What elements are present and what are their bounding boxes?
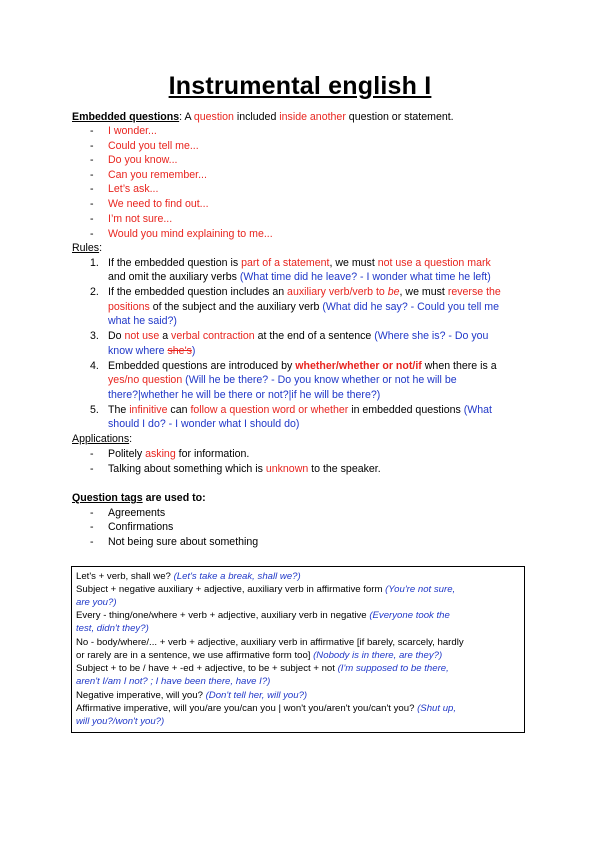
list-item: Would you mind explaining to me... xyxy=(108,228,273,240)
list-bullet: - xyxy=(90,183,94,195)
box-line: Every - thing/one/where + verb + adjective, auxiliary verb in negative (Everyone took the xyxy=(76,610,450,621)
box-line: Subject + negative auxiliary + adjective, auxiliary verb in affirmative form (You're not sure, xyxy=(76,584,456,595)
embedded-definition: Embedded questions: A question included inside another question or statement. xyxy=(72,111,454,123)
rule-number: 4. xyxy=(90,360,99,372)
rule-2-line-3: what he said?) xyxy=(108,315,177,327)
list-bullet: - xyxy=(90,140,94,152)
rule-number: 3. xyxy=(90,330,99,342)
box-line: will you?/won't you?) xyxy=(76,716,165,727)
list-bullet: - xyxy=(90,463,94,475)
rule-2-line-1: If the embedded question includes an auxiliary verb/verb to be, we must reverse the xyxy=(108,286,501,298)
box-line: are you?) xyxy=(76,597,117,608)
list-item: Agreements xyxy=(108,507,166,519)
list-bullet: - xyxy=(90,536,94,548)
list-item: Do you know... xyxy=(108,154,178,166)
list-item: I wonder... xyxy=(108,125,157,137)
question-tags-heading-line: Question tags are used to: xyxy=(72,492,206,504)
box-line: No - body/where/... + verb + adjective, auxiliary verb in affirmative [if barely, scarcely, hardly xyxy=(76,637,464,648)
list-bullet: - xyxy=(90,154,94,166)
list-bullet: - xyxy=(90,507,94,519)
box-line: or rarely are in a sentence, we use affirmative form too] (Nobody is in there, are they?) xyxy=(76,650,443,661)
rule-number: 5. xyxy=(90,404,99,416)
rule-5-line-2: should I do? - I wonder what I should do) xyxy=(108,418,300,430)
list-bullet: - xyxy=(90,228,94,240)
list-bullet: - xyxy=(90,521,94,533)
list-item: Could you tell me... xyxy=(108,140,199,152)
box-line: aren't I/am I not? ; I have been there, have I?) xyxy=(76,676,271,687)
rule-5-line-1: The infinitive can follow a question word or whether in embedded questions (What xyxy=(108,404,492,416)
rule-1-line-2: and omit the auxiliary verbs (What time did he leave? - I wonder what time he left) xyxy=(108,271,491,283)
rule-number: 2. xyxy=(90,286,99,298)
rule-2-line-2: positions of the subject and the auxiliary verb (What did he say? - Could you tell me xyxy=(108,301,500,313)
list-item: Not being sure about something xyxy=(108,536,259,548)
applications-heading-line: Applications: xyxy=(72,433,133,445)
rule-1-line-1: If the embedded question is part of a statement, we must not use a question mark xyxy=(108,257,491,269)
box-line: Subject + to be / have + -ed + adjective, to be + subject + not (I'm supposed to be there, xyxy=(76,663,449,674)
box-line: Let's + verb, shall we? (Let's take a break, shall we?) xyxy=(76,571,301,582)
rules-heading: Rules xyxy=(72,242,100,254)
list-bullet: - xyxy=(90,198,94,210)
rule-4-line-1: Embedded questions are introduced by whether/whether or not/if when there is a xyxy=(108,360,497,372)
applications-heading: Applications xyxy=(72,433,130,445)
box-line: Affirmative imperative, will you/are you/can you | won't you/aren't you/can't you? (Shut up, xyxy=(76,703,457,714)
list-bullet: - xyxy=(90,213,94,225)
box-line: Negative imperative, will you? (Don't tell her, will you?) xyxy=(76,690,308,701)
list-item: Can you remember... xyxy=(108,169,207,181)
list-item: We need to find out... xyxy=(108,198,209,210)
rule-3-line-2: know where she's) xyxy=(108,345,196,357)
list-item: I’m not sure... xyxy=(108,213,173,225)
rule-4-line-2: yes/no question (Will he be there? - Do you know whether or not he will be xyxy=(108,374,457,386)
list-bullet: - xyxy=(90,448,94,460)
list-bullet: - xyxy=(90,125,94,137)
rule-4-line-3: there?|whether he will be there or not?|if he will be there?) xyxy=(108,389,381,401)
rules-heading-line: Rules: xyxy=(72,242,103,254)
rule-number: 1. xyxy=(90,257,99,269)
list-item: Talking about something which is unknown to the speaker. xyxy=(108,463,381,475)
list-item: Confirmations xyxy=(108,521,174,533)
question-tags-heading: Question tags xyxy=(72,492,143,504)
box-border xyxy=(71,566,525,733)
rule-3-line-1: Do not use a verbal contraction at the end of a sentence (Where she is? - Do you xyxy=(108,330,489,342)
list-item: Politely asking for information. xyxy=(108,448,250,460)
page-title: Instrumental english I xyxy=(168,72,432,100)
list-bullet: - xyxy=(90,169,94,181)
list-item: Let’s ask... xyxy=(108,183,159,195)
box-line: test, didn't they?) xyxy=(76,623,149,634)
embedded-heading: Embedded questions xyxy=(72,111,180,123)
